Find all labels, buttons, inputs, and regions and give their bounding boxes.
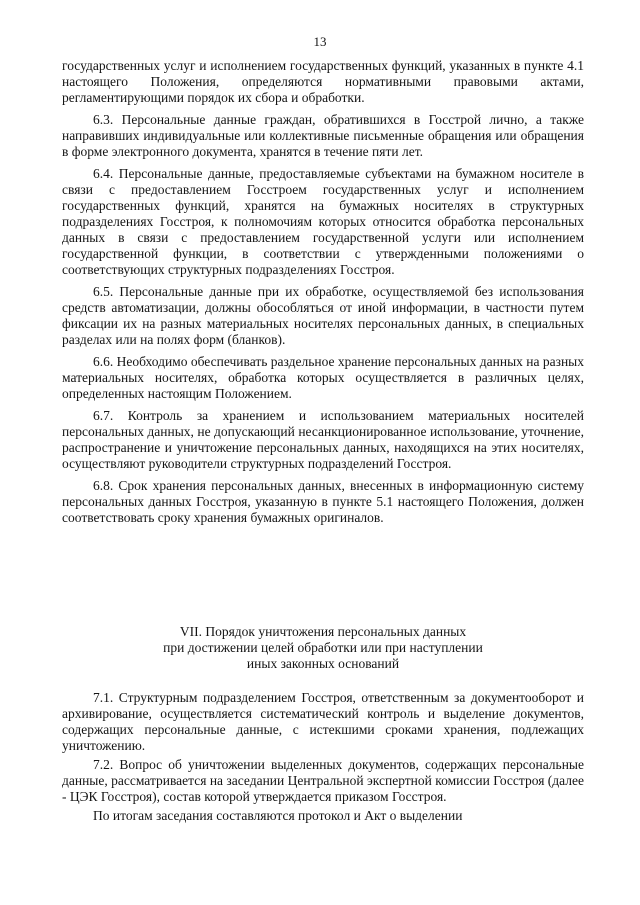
- section-heading-line-1: VII. Порядок уничтожения персональных данных: [179, 624, 467, 639]
- paragraph-7-1: 7.1. Структурным подразделением Госстроя, ответственным за документооборот и архивирование, осуществляется систематический контроль и выделение документов, содержащих персональные данные, с истекшими сроками хранения, подлежащих уничтожению.: [62, 690, 584, 753]
- paragraph-6-3: 6.3. Персональные данные граждан, обратившихся в Госстрой лично, а также направивших индивидуальные или коллективные письменные обращения или обращения в форме электронного документа, хранятся в течение пяти лет.: [62, 112, 584, 159]
- paragraph-6-8: 6.8. Срок хранения персональных данных, внесенных в информационную систему персональных данных Госстроя, указанную в пункте 5.1 настоящего Положения, должен соответствовать сроку хранения бумажных оригиналов.: [62, 478, 584, 525]
- paragraph-6-7: 6.7. Контроль за хранением и использованием материальных носителей персональных данных, не допускающий несанкционированное использование, уточнение, распространение и уничтожение персональных данных, находящихся на этих носителях, осуществляют руководители структурных подразделений Госстроя.: [62, 408, 584, 471]
- paragraph-continuation: государственных услуг и исполнением государственных функций, указанных в пункте 4.1 настоящего Положения, определяются нормативными правовыми актами, регламентирующими порядок их сбора и обработки.: [62, 58, 584, 105]
- section-heading-line-2: при достижении целей обработки или при наступлении: [163, 640, 483, 655]
- paragraph-6-4: 6.4. Персональные данные, предоставляемые субъектами на бумажном носителе в связи с предоставлением Госстроем государственных услуг и исполнением государственных функций, хранятся на бумажных носителях в структурных подразделениях Госстроя, к полномочиям которых относится обработка персональных данных в связи с предоставлением государственной услуги или исполнением государственной функции, в соответствии с утвержденными положениями о соответствующих структурных подразделениях Госстроя.: [62, 166, 584, 277]
- page-number: 13: [313, 34, 327, 49]
- body-text-top: [62, 58, 584, 532]
- paragraph-final: По итогам заседания составляются протокол и Акт о выделении: [93, 808, 463, 823]
- section-heading: [62, 624, 584, 672]
- section-heading-line-3: иных законных оснований: [246, 656, 400, 671]
- paragraph-6-5: 6.5. Персональные данные при их обработке, осуществляемой без использования средств автоматизации, должны обособляться от иной информации, в частности путем фиксации их на разных материальных носителях персональных данных, в специальных разделах или на полях форм (бланков).: [62, 284, 584, 347]
- paragraph-6-6: 6.6. Необходимо обеспечивать раздельное хранение персональных данных на разных материальных носителях, обработка которых осуществляется в различных целях, определенных настоящим Положением.: [62, 354, 584, 401]
- paragraph-7-2: 7.2. Вопрос об уничтожении выделенных документов, содержащих персональные данные, рассматривается на заседании Центральной экспертной комиссии Госстроя (далее - ЦЭК Госстроя), состав которой утверждается приказом Госстроя.: [62, 757, 584, 804]
- body-text-bottom: [62, 690, 584, 827]
